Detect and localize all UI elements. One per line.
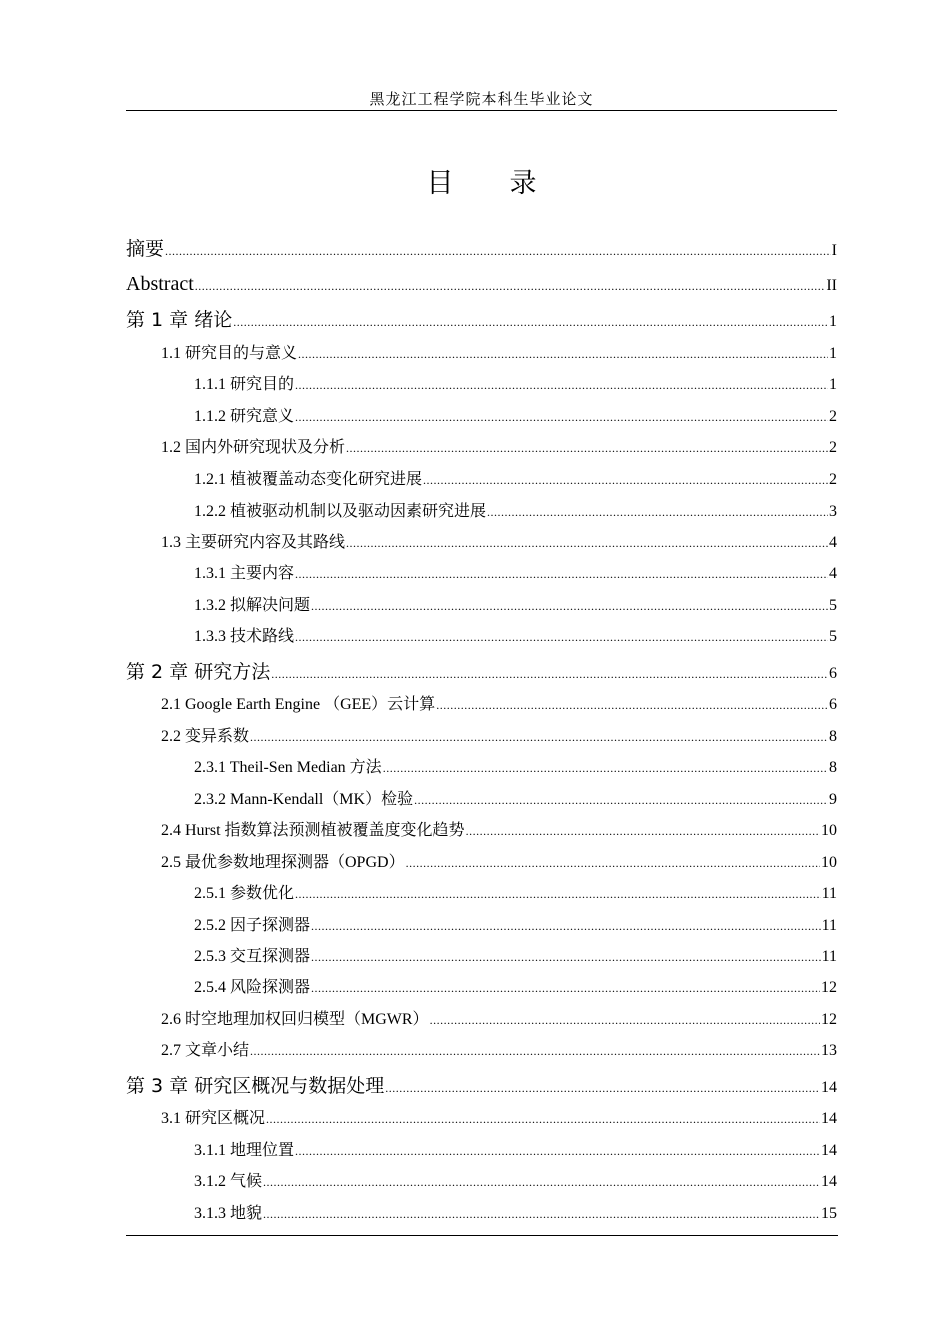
toc-dot-leader bbox=[295, 878, 821, 910]
toc-entry[interactable] bbox=[126, 558, 837, 590]
toc-entry[interactable] bbox=[126, 268, 837, 300]
toc-title-right: 录 bbox=[509, 168, 537, 199]
toc-title bbox=[126, 166, 837, 202]
toc-entry[interactable] bbox=[126, 590, 837, 622]
toc-entry-title: 1.1.2 研究意义 bbox=[194, 408, 295, 425]
toc-dot-leader bbox=[295, 401, 828, 433]
toc-entry-title: 1.2.2 植被驱动机制以及驱动因素研究进展 bbox=[194, 503, 487, 520]
toc-entry[interactable] bbox=[126, 496, 837, 528]
toc-dot-leader bbox=[430, 1004, 820, 1036]
header-rule bbox=[126, 110, 837, 111]
toc-entry[interactable] bbox=[126, 656, 837, 688]
toc-entry[interactable] bbox=[126, 1198, 837, 1230]
toc-entry-page: 4 bbox=[829, 534, 837, 551]
toc-entry-page: 2 bbox=[829, 408, 837, 425]
toc-dot-leader bbox=[295, 558, 828, 590]
toc-entry-page: 5 bbox=[829, 597, 837, 614]
toc-entry[interactable] bbox=[126, 304, 837, 336]
toc-entry-title: 2.3.2 Mann-Kendall（MK）检验 bbox=[194, 791, 414, 808]
toc-entry-page: 2 bbox=[829, 439, 837, 456]
toc-entry[interactable] bbox=[126, 878, 837, 910]
toc-dot-leader bbox=[271, 658, 828, 690]
toc-entry[interactable] bbox=[126, 233, 837, 265]
toc-entry-title: 2.1 Google Earth Engine （GEE）云计算 bbox=[161, 696, 436, 713]
toc-entry-page: 9 bbox=[829, 791, 837, 808]
toc-dot-leader bbox=[311, 910, 821, 942]
toc-entry-title: 1.2 国内外研究现状及分析 bbox=[161, 439, 346, 456]
toc-entry-page: 15 bbox=[821, 1205, 837, 1222]
toc-title-left: 目 bbox=[426, 168, 454, 199]
toc-entry-title: 第 3 章 研究区概况与数据处理 bbox=[126, 1075, 385, 1097]
toc-entry[interactable] bbox=[126, 432, 837, 464]
toc-entry-page: 8 bbox=[829, 759, 837, 776]
toc-entry[interactable] bbox=[126, 972, 837, 1004]
toc-entry-page: 14 bbox=[821, 1079, 837, 1096]
toc-entry-page: 6 bbox=[829, 696, 837, 713]
toc-entry-page: 4 bbox=[829, 565, 837, 582]
toc-entry[interactable] bbox=[126, 721, 837, 753]
toc-entry-page: 11 bbox=[821, 885, 837, 902]
toc-entry-title: 3.1.3 地貌 bbox=[194, 1205, 263, 1222]
toc-entry[interactable] bbox=[126, 464, 837, 496]
toc-dot-leader bbox=[266, 1103, 820, 1135]
toc-entry-title: 2.5.3 交互探测器 bbox=[194, 948, 311, 965]
toc-entry-page: 5 bbox=[829, 628, 837, 645]
toc-entry-page: 6 bbox=[829, 665, 837, 682]
toc-entry-title: 2.6 时空地理加权回归模型（MGWR） bbox=[161, 1011, 429, 1028]
toc-entry-page: 1 bbox=[829, 313, 837, 330]
toc-entry-title: 1.3.3 技术路线 bbox=[194, 628, 295, 645]
toc-dot-leader bbox=[295, 1135, 820, 1167]
toc-dot-leader bbox=[263, 1198, 820, 1230]
toc-entry[interactable] bbox=[126, 752, 837, 784]
toc-entry[interactable] bbox=[126, 1103, 837, 1135]
toc-entry-page: 14 bbox=[821, 1173, 837, 1190]
toc-entry[interactable] bbox=[126, 527, 837, 559]
toc-dot-leader bbox=[233, 306, 828, 338]
footer-rule bbox=[126, 1235, 838, 1236]
toc-entry[interactable] bbox=[126, 369, 837, 401]
toc-entry[interactable] bbox=[126, 941, 837, 973]
toc-entry[interactable] bbox=[126, 1135, 837, 1167]
toc-entry-title: 1.1.1 研究目的 bbox=[194, 376, 295, 393]
toc-entry-page: 12 bbox=[821, 979, 837, 996]
toc-entry-page: 12 bbox=[821, 1011, 837, 1028]
toc-entry-title: Abstract bbox=[126, 273, 194, 295]
toc-entry[interactable] bbox=[126, 1070, 837, 1102]
toc-dot-leader bbox=[466, 815, 820, 847]
toc-entry-page: 8 bbox=[829, 728, 837, 745]
toc-entry[interactable] bbox=[126, 847, 837, 879]
toc-entry-title: 1.1 研究目的与意义 bbox=[161, 345, 298, 362]
toc-entry-title: 第 1 章 绪论 bbox=[126, 309, 233, 331]
toc-entry[interactable] bbox=[126, 1004, 837, 1036]
toc-entry-title: 第 2 章 研究方法 bbox=[126, 661, 271, 683]
toc-entry-title: 2.3.1 Theil-Sen Median 方法 bbox=[194, 759, 382, 776]
toc-entry-title: 摘要 bbox=[126, 238, 165, 260]
toc-entry[interactable] bbox=[126, 621, 837, 653]
toc-dot-leader bbox=[383, 752, 828, 784]
toc-entry[interactable] bbox=[126, 1035, 837, 1067]
toc-entry[interactable] bbox=[126, 910, 837, 942]
toc-dot-leader bbox=[414, 784, 828, 816]
toc-dot-leader bbox=[311, 590, 828, 622]
toc-entry[interactable] bbox=[126, 815, 837, 847]
toc-dot-leader bbox=[406, 847, 820, 879]
toc-dot-leader bbox=[250, 1035, 820, 1067]
toc-entry-title: 2.2 变异系数 bbox=[161, 728, 250, 745]
toc-entry-title: 2.5.2 因子探测器 bbox=[194, 917, 311, 934]
toc-entry-page: 11 bbox=[821, 948, 837, 965]
toc-dot-leader bbox=[298, 338, 828, 370]
toc-entry-title: 2.5 最优参数地理探测器（OPGD） bbox=[161, 854, 405, 871]
toc-entry-title: 3.1 研究区概况 bbox=[161, 1110, 266, 1127]
toc-entry-title: 2.5.4 风险探测器 bbox=[194, 979, 311, 996]
toc-dot-leader bbox=[311, 941, 821, 973]
toc-entry[interactable] bbox=[126, 689, 837, 721]
toc-dot-leader bbox=[250, 721, 828, 753]
toc-entry-title: 3.1.2 气候 bbox=[194, 1173, 263, 1190]
toc-entry-page: 11 bbox=[821, 917, 837, 934]
toc-entry-title: 2.7 文章小结 bbox=[161, 1042, 250, 1059]
page-header: 黑龙江工程学院本科生毕业论文 bbox=[369, 92, 594, 108]
toc-dot-leader bbox=[346, 527, 828, 559]
toc-entry-page: 13 bbox=[821, 1042, 837, 1059]
toc-entry-title: 1.3 主要研究内容及其路线 bbox=[161, 534, 346, 551]
toc-dot-leader bbox=[295, 369, 828, 401]
toc-entry-page: 2 bbox=[829, 471, 837, 488]
toc-entry-page: 10 bbox=[821, 854, 837, 871]
toc-entry[interactable] bbox=[126, 1166, 837, 1198]
toc-entry-page: 1 bbox=[829, 345, 837, 362]
toc-dot-leader bbox=[311, 972, 820, 1004]
toc-entry-page: 14 bbox=[821, 1142, 837, 1159]
toc-entry-page: 3 bbox=[829, 503, 837, 520]
toc-dot-leader bbox=[165, 235, 831, 267]
toc-entry-page: I bbox=[831, 242, 837, 259]
toc-entry-title: 2.5.1 参数优化 bbox=[194, 885, 295, 902]
toc-dot-leader bbox=[436, 689, 828, 721]
toc-entry[interactable] bbox=[126, 784, 837, 816]
toc-entry-page: 14 bbox=[821, 1110, 837, 1127]
toc-entry-title: 3.1.1 地理位置 bbox=[194, 1142, 295, 1159]
toc-entry-title: 1.3.2 拟解决问题 bbox=[194, 597, 311, 614]
toc-entry-title: 1.2.1 植被覆盖动态变化研究进展 bbox=[194, 471, 423, 488]
toc-entry-title: 2.4 Hurst 指数算法预测植被覆盖度变化趋势 bbox=[161, 822, 465, 839]
toc-dot-leader bbox=[487, 496, 828, 528]
toc-entry-title: 1.3.1 主要内容 bbox=[194, 565, 295, 582]
toc-dot-leader bbox=[263, 1166, 820, 1198]
toc-dot-leader bbox=[346, 432, 828, 464]
toc-entry[interactable] bbox=[126, 338, 837, 370]
toc-dot-leader bbox=[423, 464, 828, 496]
toc-dot-leader bbox=[195, 270, 826, 302]
toc-dot-leader bbox=[295, 621, 828, 653]
toc-entry-page: 10 bbox=[821, 822, 837, 839]
toc-dot-leader bbox=[385, 1072, 820, 1104]
toc-entry-page: 1 bbox=[829, 376, 837, 393]
toc-entry[interactable] bbox=[126, 401, 837, 433]
toc-entry-page: II bbox=[826, 277, 837, 294]
